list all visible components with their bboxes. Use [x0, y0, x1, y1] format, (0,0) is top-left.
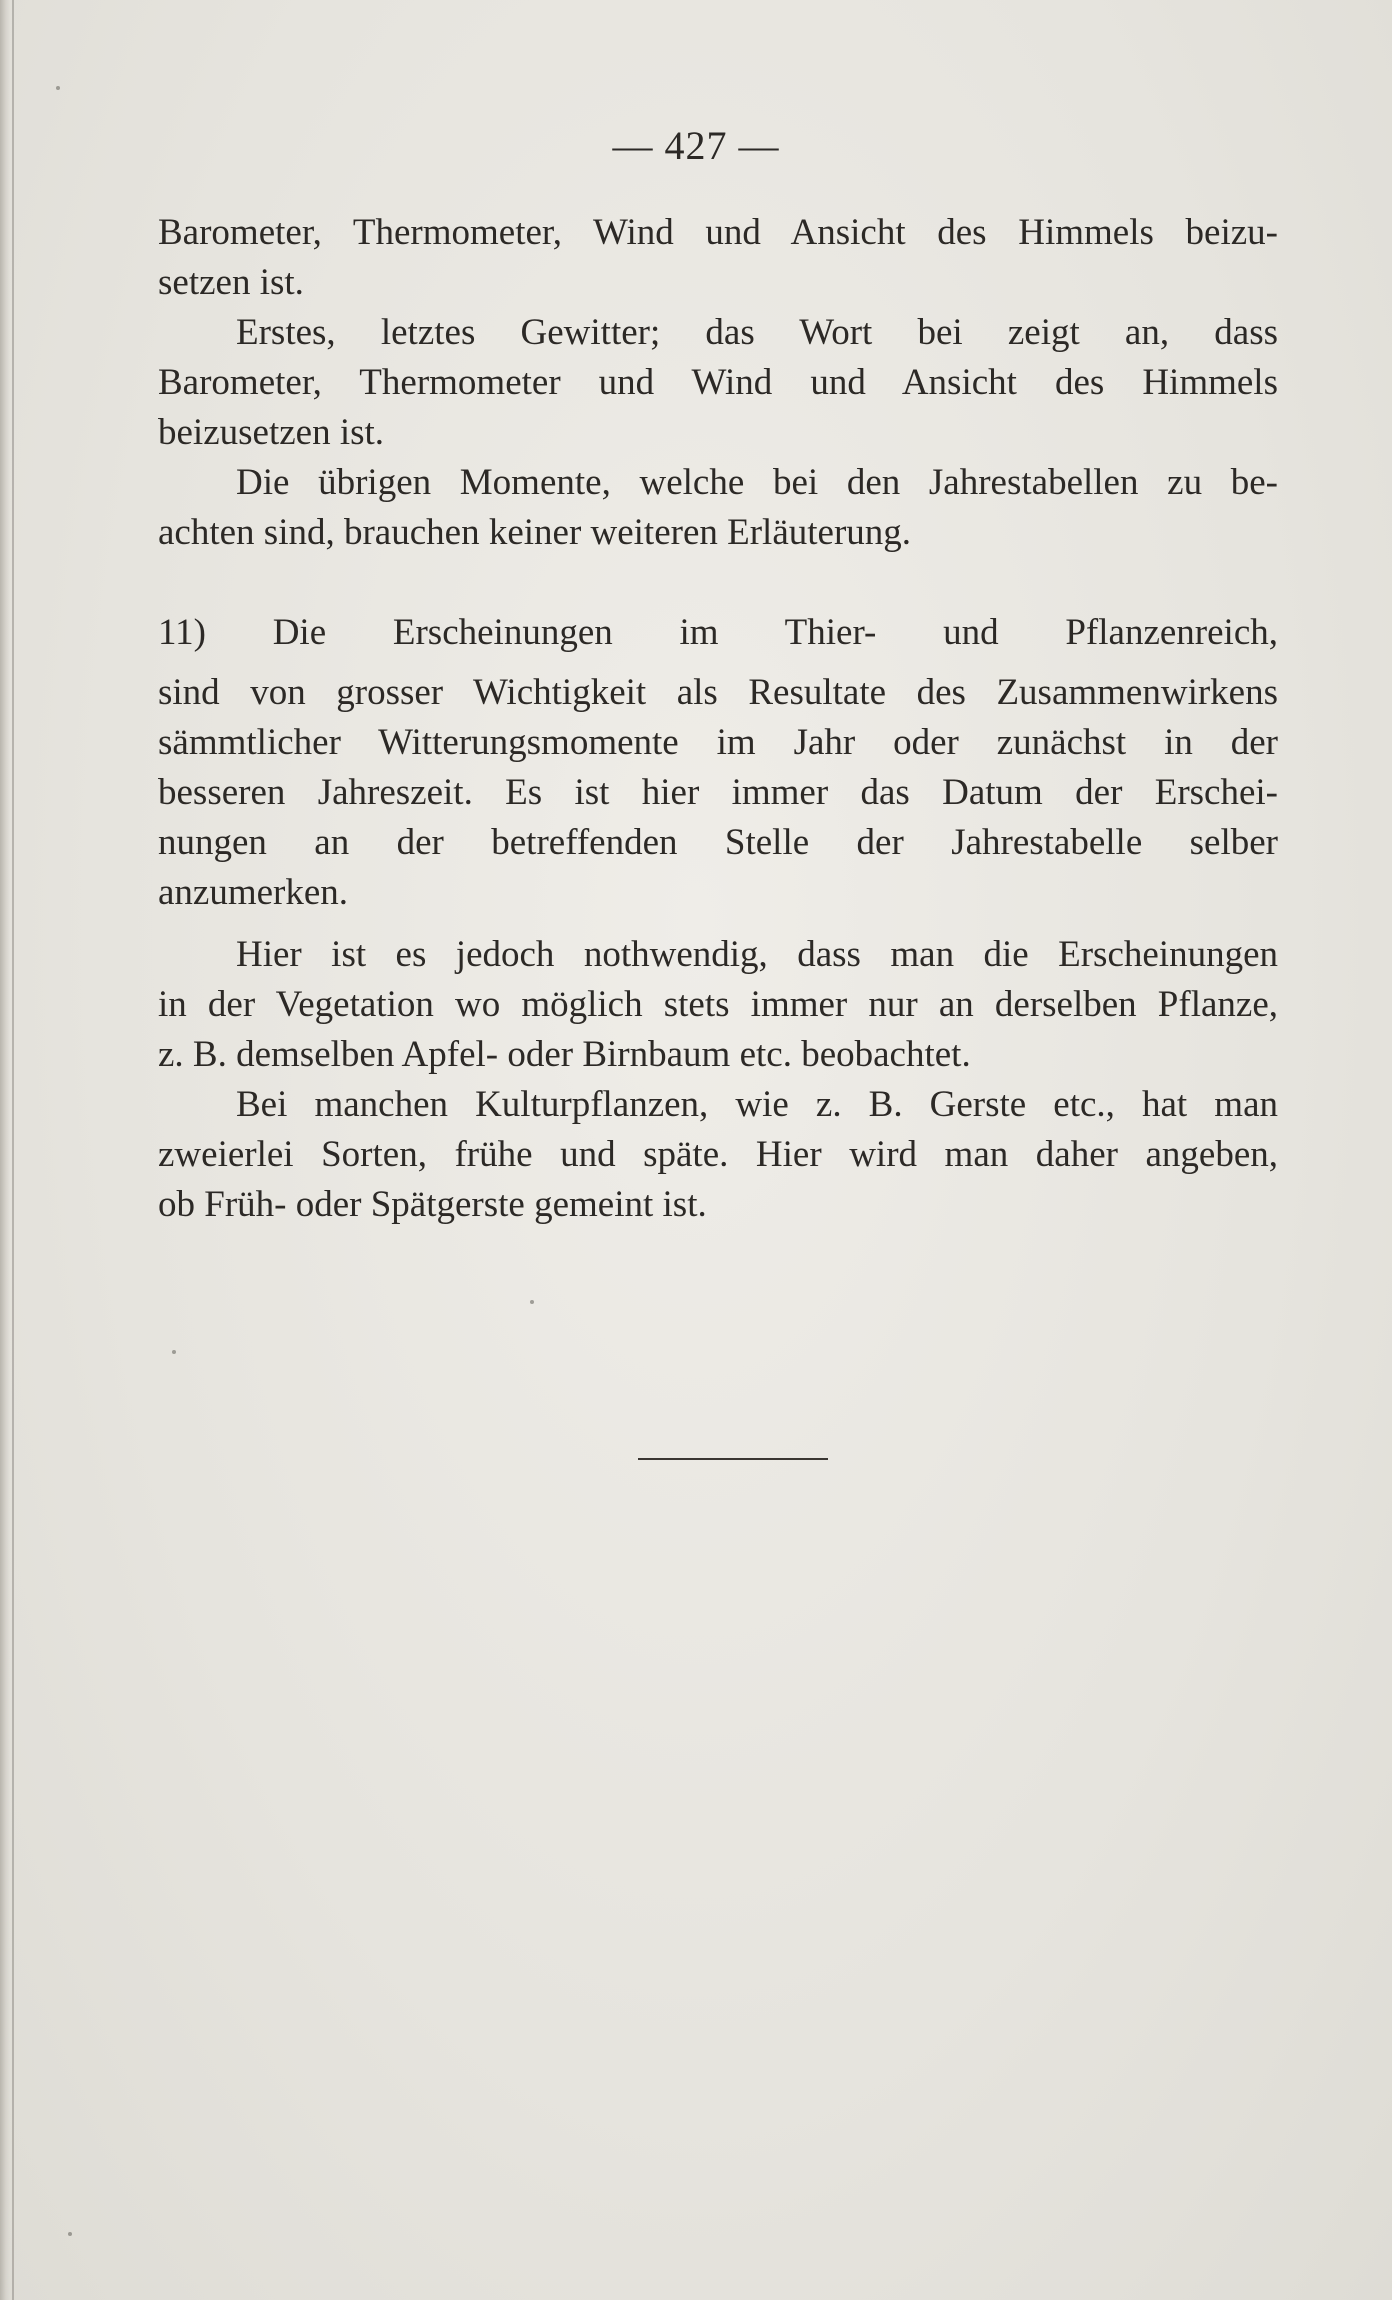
- text-line: Barometer, Thermometer und Wind und Ansicht des Himmels: [158, 362, 1278, 403]
- text-line: in der Vegetation wo möglich stets immer nur an derselben Pflanze,: [158, 984, 1278, 1025]
- text-line: Bei manchen Kulturpflanzen, wie z. B. Gerste etc., hat man: [236, 1084, 1278, 1125]
- paper-speck: [68, 2232, 72, 2236]
- paragraph-vegetation: [158, 930, 1278, 1080]
- text-line: besseren Jahreszeit. Es ist hier immer das Datum der Erschei-: [158, 772, 1278, 813]
- text-line: beizusetzen ist.: [158, 412, 385, 453]
- paragraph-continuation: [158, 208, 1278, 308]
- text-line: sind von grosser Wichtigkeit als Resultate des Zusammenwirkens: [158, 672, 1278, 713]
- paragraph-remaining-moments: [158, 458, 1278, 558]
- paragraph-phenomena: [158, 668, 1278, 918]
- text-line: Hier ist es jedoch nothwendig, dass man die Erscheinungen: [236, 934, 1278, 975]
- text-line: sämmtlicher Witterungsmomente im Jahr oder zunächst in der: [158, 722, 1278, 763]
- page-number: — 427 —: [612, 123, 780, 168]
- text-line: Barometer, Thermometer, Wind und Ansicht des Himmels beizu-: [158, 212, 1278, 253]
- text-line: anzumerken.: [158, 872, 349, 913]
- text-line: Erstes, letztes Gewitter; das Wort bei zeigt an, dass: [236, 312, 1278, 353]
- text-line: Die übrigen Momente, welche bei den Jahrestabellen zu be-: [236, 462, 1278, 503]
- paragraph-gewitter: [158, 308, 1278, 458]
- section-end-rule: [638, 1458, 828, 1460]
- paper-speck: [530, 1300, 534, 1304]
- section-heading-line: 11) Die Erscheinungen im Thier- und Pflanzenreich,: [158, 612, 1278, 653]
- section-11-heading: [158, 608, 1278, 658]
- text-line: zweierlei Sorten, frühe und späte. Hier wird man daher angeben,: [158, 1134, 1278, 1175]
- page-binding-edge: [12, 0, 14, 2300]
- text-line: setzen ist.: [158, 262, 304, 303]
- text-line: achten sind, brauchen keiner weiteren Erläuterung.: [158, 512, 912, 553]
- paragraph-cultivated-plants: [158, 1080, 1278, 1230]
- paper-speck: [172, 1350, 176, 1354]
- page-binding-shadow: [0, 0, 10, 2300]
- paper-speck: [56, 86, 60, 90]
- text-line: ob Früh- oder Spätgerste gemeint ist.: [158, 1184, 707, 1225]
- text-line: nungen an der betreffenden Stelle der Jahrestabelle selber: [158, 822, 1278, 863]
- text-line: z. B. demselben Apfel- oder Birnbaum etc. beobachtet.: [158, 1034, 971, 1075]
